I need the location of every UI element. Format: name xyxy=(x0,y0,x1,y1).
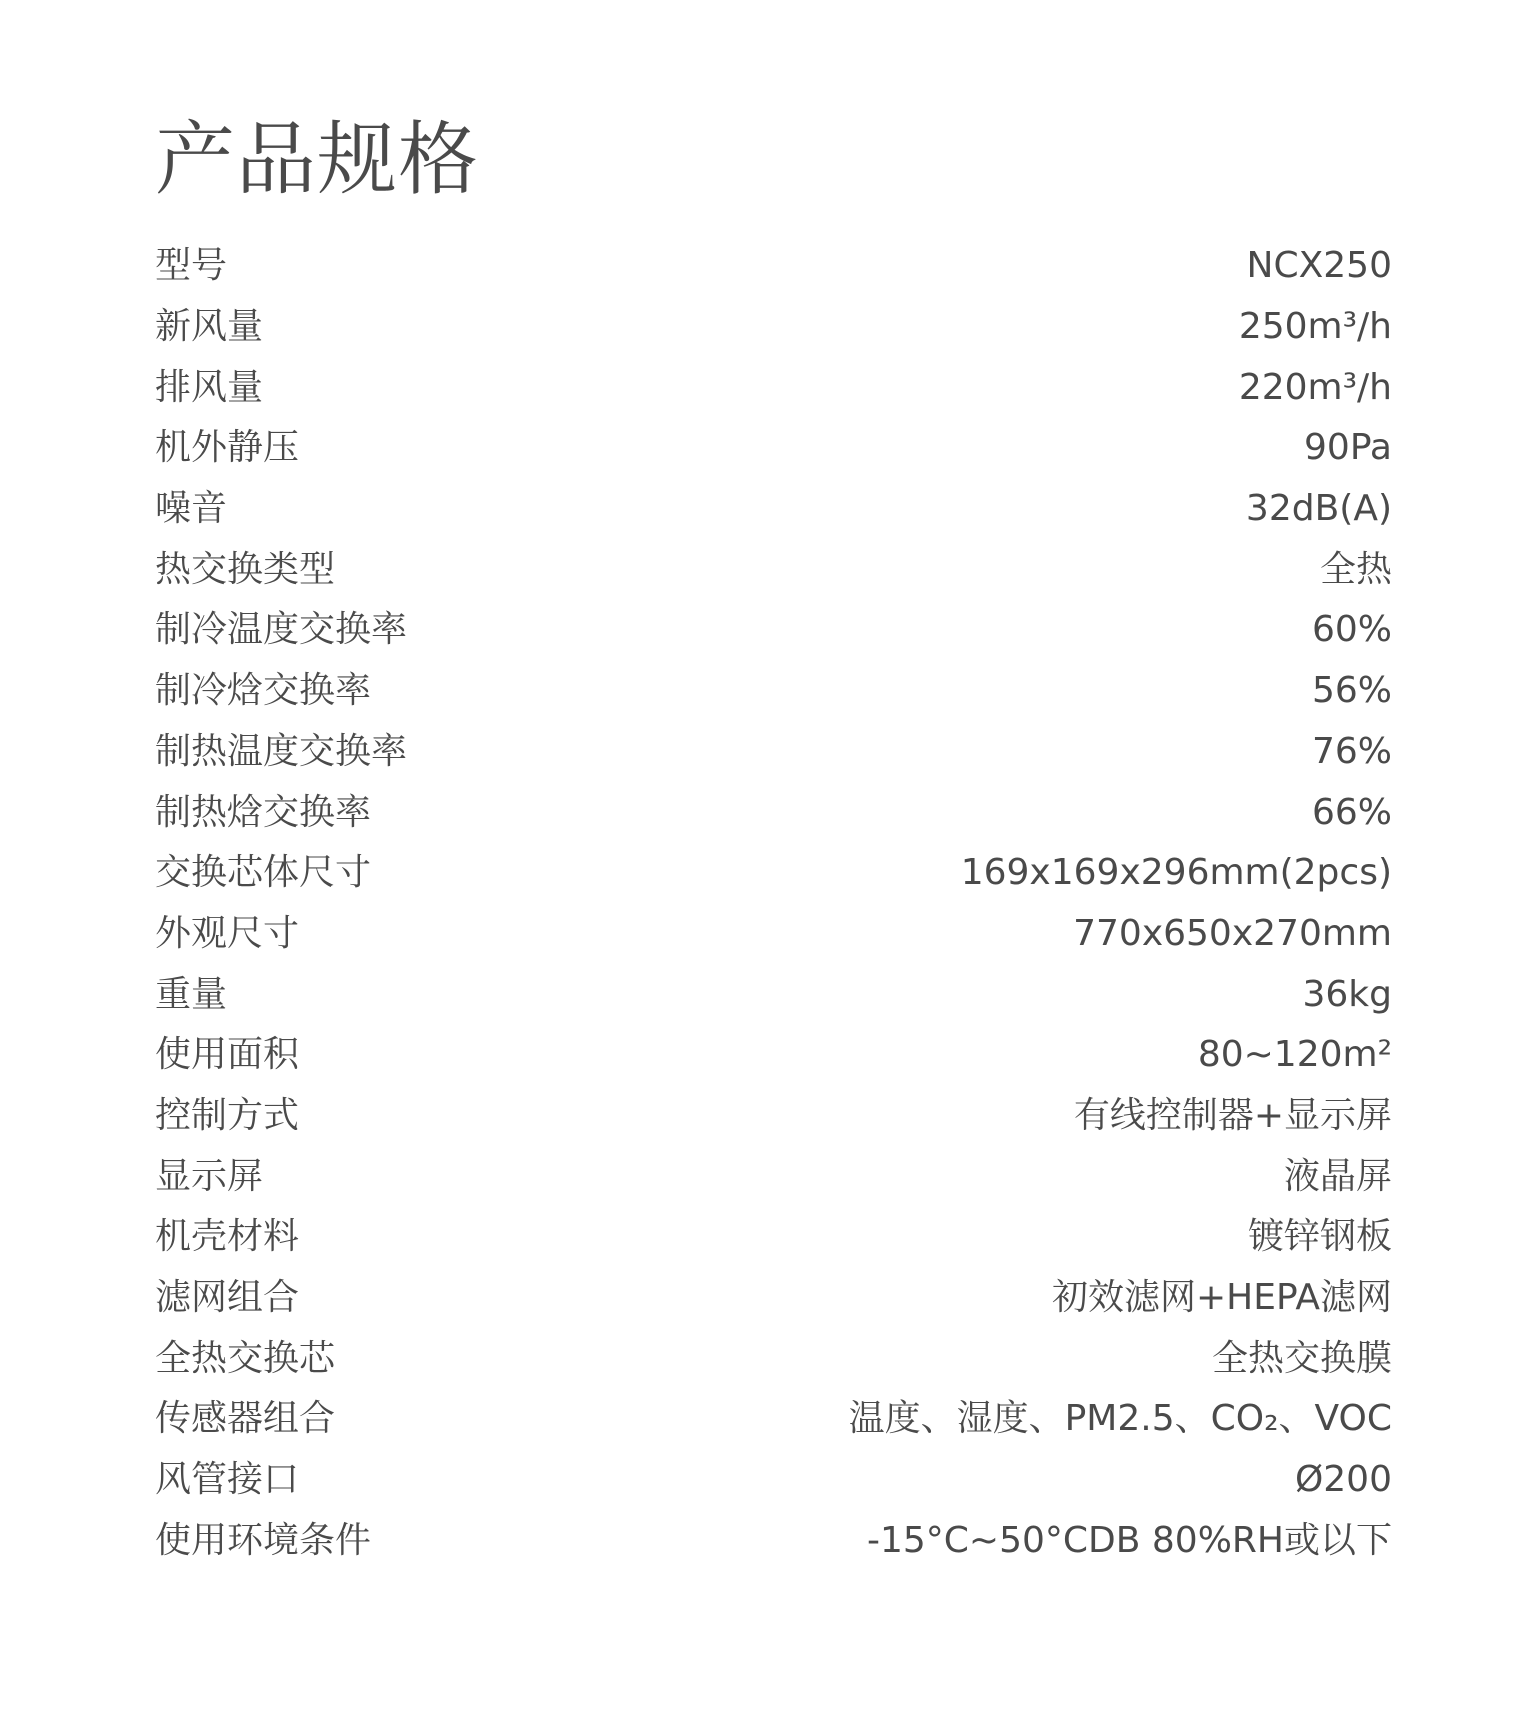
spec-value: 有线控制器+显示屏 xyxy=(1073,1094,1392,1136)
spec-label: 使用环境条件 xyxy=(155,1519,372,1561)
spec-label: 制冷焓交换率 xyxy=(155,670,372,712)
spec-value: 169x169x296mm(2pcs) xyxy=(960,852,1392,894)
spec-value: 全热 xyxy=(1319,548,1392,590)
spec-label: 噪音 xyxy=(155,488,228,530)
spec-row xyxy=(155,661,1392,722)
spec-value: 770x650x270mm xyxy=(1073,912,1392,954)
spec-value: 80~120m² xyxy=(1197,1034,1392,1076)
spec-value: 60% xyxy=(1311,609,1392,651)
spec-label: 制热温度交换率 xyxy=(155,730,408,772)
spec-label: 热交换类型 xyxy=(155,548,336,590)
spec-row xyxy=(155,1086,1392,1147)
spec-label: 新风量 xyxy=(155,306,264,348)
spec-value: Ø200 xyxy=(1294,1459,1392,1501)
spec-label: 制冷温度交换率 xyxy=(155,609,408,651)
spec-value: 56% xyxy=(1311,670,1392,712)
spec-row xyxy=(155,964,1392,1025)
spec-label: 机壳材料 xyxy=(155,1216,300,1258)
spec-value: 初效滤网+HEPA滤网 xyxy=(1051,1277,1392,1319)
spec-label: 控制方式 xyxy=(155,1094,300,1136)
spec-row xyxy=(155,236,1392,297)
spec-label: 交换芯体尺寸 xyxy=(155,852,372,894)
spec-value: 全热交换膜 xyxy=(1211,1337,1392,1379)
spec-row xyxy=(155,1025,1392,1086)
spec-label: 风管接口 xyxy=(155,1459,300,1501)
spec-label: 全热交换芯 xyxy=(155,1337,336,1379)
spec-row xyxy=(155,479,1392,540)
spec-value: 90Pa xyxy=(1304,427,1392,469)
spec-label: 使用面积 xyxy=(155,1034,300,1076)
spec-row xyxy=(155,1268,1392,1329)
spec-label: 显示屏 xyxy=(155,1155,264,1197)
page-title: 产品规格 xyxy=(155,113,479,206)
spec-value: 温度、湿度、PM2.5、CO₂、VOC xyxy=(848,1398,1392,1440)
spec-label: 滤网组合 xyxy=(155,1277,300,1319)
spec-value: -15°C~50°CDB 80%RH或以下 xyxy=(866,1519,1392,1561)
spec-label: 外观尺寸 xyxy=(155,912,300,954)
spec-row xyxy=(155,297,1392,358)
spec-label: 排风量 xyxy=(155,366,264,408)
spec-label: 型号 xyxy=(155,245,228,287)
spec-row xyxy=(155,1510,1392,1571)
spec-row xyxy=(155,782,1392,843)
spec-row xyxy=(155,357,1392,418)
spec-label: 传感器组合 xyxy=(155,1398,336,1440)
spec-row xyxy=(155,539,1392,600)
spec-row xyxy=(155,722,1392,783)
spec-row xyxy=(155,1450,1392,1511)
spec-row xyxy=(155,904,1392,965)
spec-row xyxy=(155,1328,1392,1389)
spec-row xyxy=(155,1389,1392,1450)
spec-value: 32dB(A) xyxy=(1245,488,1392,530)
spec-row xyxy=(155,1146,1392,1207)
spec-value: NCX250 xyxy=(1246,245,1392,287)
spec-value: 36kg xyxy=(1302,973,1392,1015)
spec-label: 机外静压 xyxy=(155,427,300,469)
spec-value: 250m³/h xyxy=(1238,306,1392,348)
spec-row xyxy=(155,418,1392,479)
spec-value: 76% xyxy=(1311,730,1392,772)
spec-list xyxy=(155,236,1392,1571)
spec-value: 220m³/h xyxy=(1238,366,1392,408)
spec-value: 镀锌钢板 xyxy=(1247,1216,1392,1258)
spec-value: 液晶屏 xyxy=(1283,1155,1392,1197)
spec-value: 66% xyxy=(1311,791,1392,833)
spec-label: 重量 xyxy=(155,973,228,1015)
spec-label: 制热焓交换率 xyxy=(155,791,372,833)
spec-row xyxy=(155,843,1392,904)
spec-row xyxy=(155,600,1392,661)
spec-row xyxy=(155,1207,1392,1268)
